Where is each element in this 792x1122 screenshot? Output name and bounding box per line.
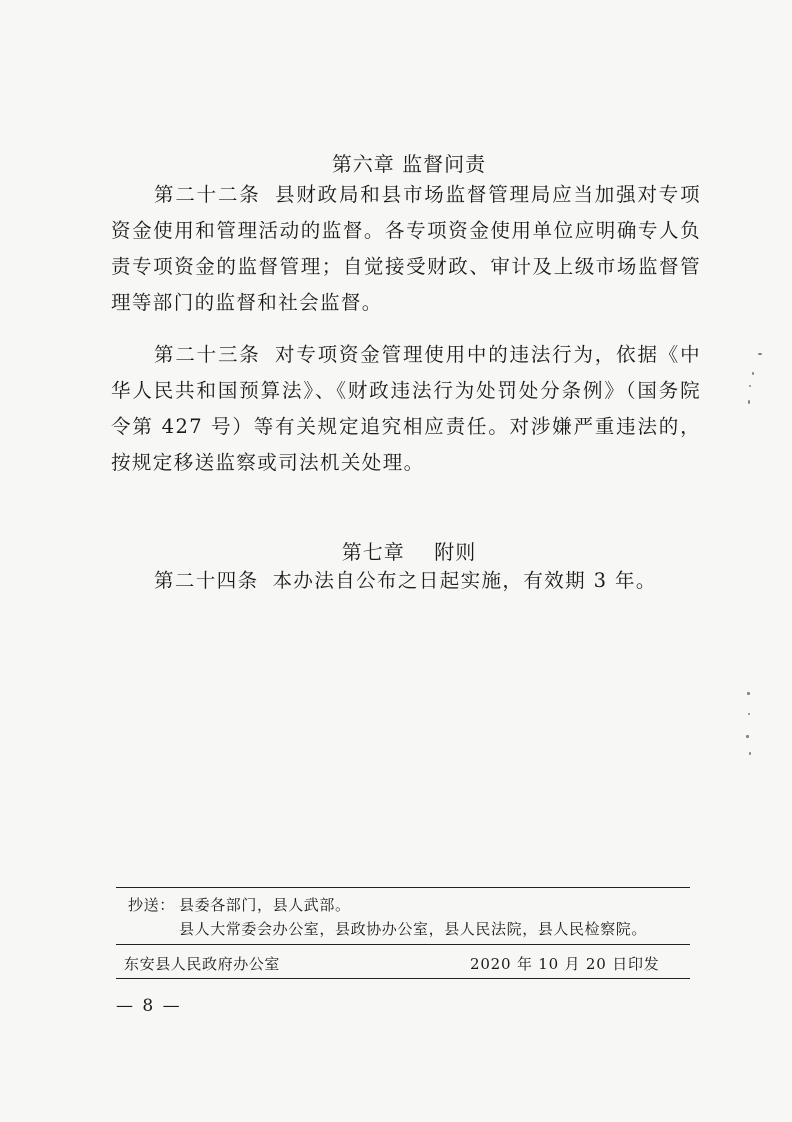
article-22-text: 县财政局和县市场监督管理局应当加强对专项资金使用和管理活动的监督。各专项资金使用单位应明确专人负责专项资金的监督管理；自觉接受财政、审计及上级市场监督管理等部门的监督和社会监督。 (111, 183, 701, 314)
chapter-7-title: 第七章 附则 (341, 540, 477, 564)
cc-recipients-line-2: 县人大常委会办公室，县政协办公室，县人民法院，县人民检察院。 (179, 920, 648, 938)
cc-recipients-line-1: 县委各部门，县人武部。 (179, 896, 351, 914)
print-date: 2020 年 10 月 20 日印发 (470, 955, 660, 973)
article-22 (111, 177, 701, 321)
article-24-number: 第二十四条 (154, 569, 259, 592)
issuing-office: 东安县人民政府办公室 (124, 955, 281, 973)
footer-top-rule (116, 887, 690, 888)
scan-speck (748, 713, 750, 715)
scan-speck (748, 400, 750, 404)
scan-speck (749, 752, 751, 755)
scan-speck (758, 353, 762, 355)
footer-middle-rule (116, 944, 690, 945)
cc-label: 抄送： (128, 896, 175, 914)
scan-speck (752, 372, 754, 375)
scan-speck (749, 385, 751, 387)
chapter-6-title: 第六章 监督问责 (331, 152, 487, 176)
article-23-number: 第二十三条 (154, 343, 261, 366)
article-24-text: 本办法自公布之日起实施，有效期 3 年。 (272, 569, 657, 592)
footer-bottom-rule (116, 978, 690, 979)
article-24 (111, 563, 701, 599)
scan-speck (746, 735, 749, 738)
article-23-text: 对专项资金管理使用中的违法行为，依据《中华人民共和国预算法》、《财政违法行为处罚处分条例》（国务院令第 427 号）等有关规定追究相应责任。对涉嫌严重违法的，按规定移送监察或司法机关处理。 (111, 343, 701, 474)
scan-speck (747, 692, 750, 695)
article-23 (111, 337, 701, 481)
article-22-number: 第二十二条 (154, 183, 261, 206)
page-number: — 8 — (116, 996, 182, 1016)
